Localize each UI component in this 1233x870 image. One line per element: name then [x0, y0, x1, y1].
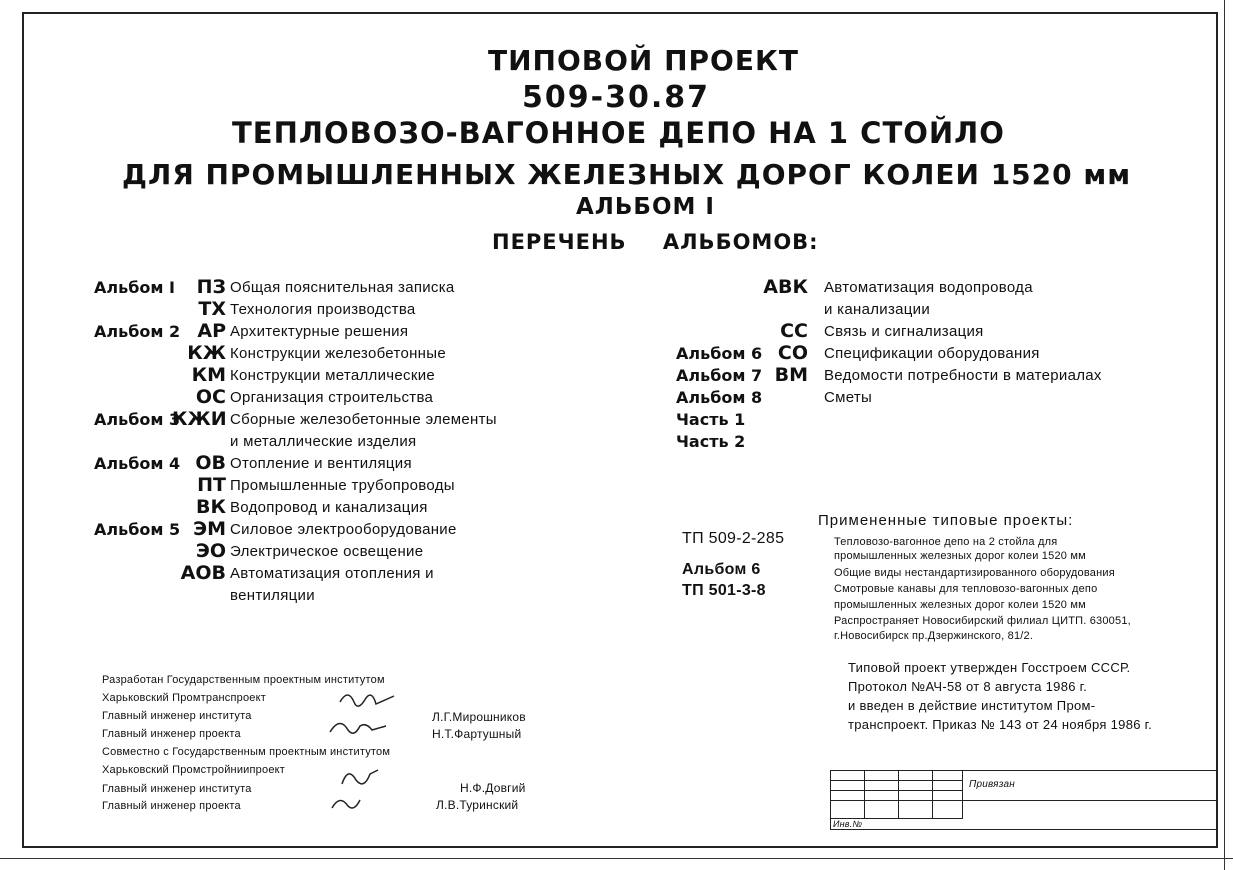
credits-gip1: Н.Т.Фартушный [432, 727, 522, 741]
list-title: ПЕРЕЧЕНЬ АЛЬБОМОВ: [492, 230, 819, 254]
section-description: Сборные железобетонные элементы [230, 411, 497, 428]
album-number: Часть 1 [676, 410, 746, 429]
section-description: Организация строительства [230, 389, 434, 406]
section-code: АР [197, 320, 226, 342]
credits-gip2: Л.В.Туринский [436, 798, 519, 812]
chief-engineer-label: Главный инженер института [102, 710, 252, 722]
album-number: Альбом 6 [676, 344, 763, 363]
section-description: Автоматизация отопления и [230, 565, 434, 582]
approval-line: и введен в действие институтом Пром- [848, 698, 1096, 713]
applied-ref2-line: промышленных железных дорог колеи 1520 мм [834, 599, 1086, 611]
album-number: Альбом I [94, 278, 175, 297]
section-description: Автоматизация водопровода [824, 279, 1033, 296]
album-number: Альбом 3 [94, 410, 181, 429]
credits-chief2: Н.Ф.Довгий [460, 781, 526, 795]
section-code: КЖИ [172, 408, 227, 430]
album-number: Альбом 8 [676, 388, 763, 407]
section-description: Технология производства [230, 301, 416, 318]
section-description: вентиляции [230, 587, 315, 604]
doc-title-line1: ТИПОВОЙ ПРОЕКТ [488, 44, 799, 77]
section-code: ТХ [198, 298, 226, 320]
applied-ref2-line: г.Новосибирск пр.Дзержинского, 81/2. [834, 630, 1034, 642]
applied-ref2-code: ТП 501-3-8 [682, 582, 766, 599]
album-number: Альбом 4 [94, 454, 181, 473]
approval-line: транспроект. Приказ № 143 от 24 ноября 1986 г. [848, 717, 1153, 732]
section-code: СО [777, 342, 808, 364]
approval-line: Протокол №АЧ-58 от 8 августа 1986 г. [848, 679, 1088, 694]
section-description: Спецификации оборудования [824, 345, 1040, 362]
credits-org1-name: Харьковский Промтранспроект [102, 692, 266, 704]
section-code: ОС [195, 386, 226, 408]
section-code: ПЗ [196, 276, 226, 298]
album-number: Альбом 5 [94, 520, 181, 539]
section-description: и металлические изделия [230, 433, 417, 450]
album-number: Часть 2 [676, 432, 746, 451]
section-code: ЭМ [193, 518, 226, 540]
credits-org2: Совместно с Государственным проектным институтом [102, 746, 391, 758]
album-number: Альбом 2 [94, 322, 181, 341]
trim-line-bottom [0, 858, 1233, 859]
project-number: 509-30.87 [522, 80, 710, 115]
section-description: Связь и сигнализация [824, 323, 984, 340]
section-description: Отопление и вентиляция [230, 455, 412, 472]
applied-ref2-album: Альбом 6 [682, 561, 761, 578]
section-description: Общая пояснительная записка [230, 279, 455, 296]
stamp-bound-label: Привязан [969, 779, 1015, 790]
applied-ref1-code: ТП 509-2-285 [682, 530, 785, 547]
album-label: АЛЬБОМ I [576, 194, 715, 220]
section-code: ПТ [197, 474, 226, 496]
section-description: Промышленные трубопроводы [230, 477, 455, 494]
project-engineer-label: Главный инженер проекта [102, 800, 241, 812]
chief-engineer-label: Главный инженер института [102, 783, 252, 795]
section-description: Электрическое освещение [230, 543, 424, 560]
section-code: АОВ [180, 562, 226, 584]
project-engineer-label: Главный инженер проекта [102, 728, 241, 740]
stamp-inv-label: Инв.№ [833, 819, 863, 829]
section-description: Водопровод и канализация [230, 499, 428, 516]
applied-ref1-line: промышленных железных дорог колеи 1520 мм [834, 550, 1086, 562]
section-code: КЖ [187, 342, 226, 364]
section-description: Архитектурные решения [230, 323, 409, 340]
section-description: Конструкции железобетонные [230, 345, 446, 362]
section-description: Конструкции металлические [230, 367, 436, 384]
section-code: ВК [195, 496, 226, 518]
applied-ref1-line: Тепловозо-вагонное депо на 2 стойла для [834, 536, 1058, 548]
approval-line: Типовой проект утвержден Госстроем СССР. [848, 660, 1131, 675]
title-block-stamp [830, 770, 1218, 830]
section-code: СС [780, 320, 808, 342]
section-description: Ведомости потребности в материалах [824, 367, 1102, 384]
section-code: ОВ [195, 452, 226, 474]
applied-title: Примененные типовые проекты: [818, 512, 1074, 529]
credits-org2-name: Харьковский Промстройниипроект [102, 764, 286, 776]
section-code: АВК [763, 276, 808, 298]
section-code: ВМ [774, 364, 808, 386]
section-description: и канализации [824, 301, 931, 318]
section-code: КМ [191, 364, 226, 386]
signatures [320, 680, 420, 820]
album-number: Альбом 7 [676, 366, 763, 385]
applied-ref2-line: Общие виды нестандартизированного оборудования [834, 567, 1115, 579]
section-description: Сметы [824, 389, 873, 406]
signature-chief2 [342, 770, 378, 784]
applied-ref2-line: Распространяет Новосибирский филиал ЦИТП. 630051, [834, 615, 1131, 627]
trim-line-right [1224, 0, 1225, 870]
doc-title-line3: ТЕПЛОВОЗО-ВАГОННОЕ ДЕПО НА 1 СТОЙЛО [232, 116, 1005, 150]
credits-org1: Разработан Государственным проектным институтом [102, 674, 385, 686]
section-description: Силовое электрооборудование [230, 521, 457, 538]
section-code: ЭО [195, 540, 226, 562]
applied-ref2-line: Смотровые канавы для тепловозо-вагонных депо [834, 583, 1098, 595]
credits-chief1: Л.Г.Мирошников [432, 710, 526, 724]
doc-title-line4: ДЛЯ ПРОМЫШЛЕННЫХ ЖЕЛЕЗНЫХ ДОРОГ КОЛЕИ 1520 мм [122, 158, 1132, 191]
signature-gip1 [330, 723, 386, 733]
signature-chief1 [340, 695, 394, 706]
signature-gip2 [332, 800, 360, 808]
